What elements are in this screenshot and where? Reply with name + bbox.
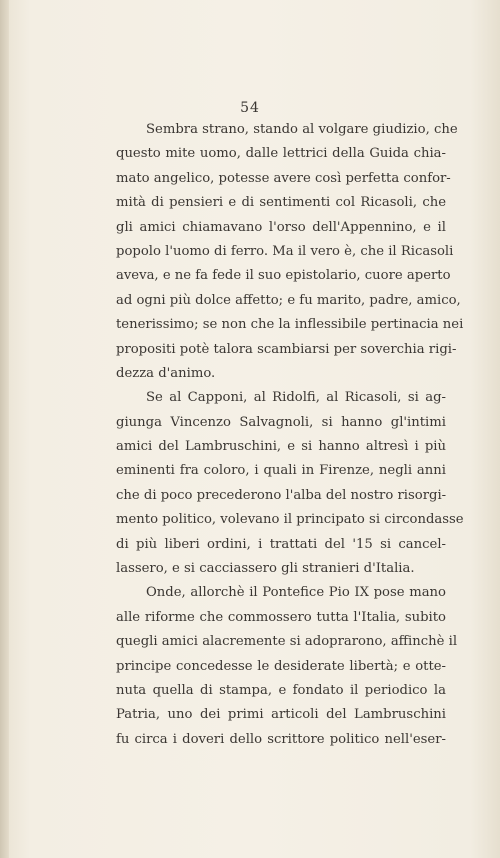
text-line: Se al Capponi, al Ridolfi, al Ricasoli, si ag-: [146, 390, 446, 406]
text-line: fu circa i doveri dello scrittore politico nell'eser-: [116, 731, 446, 747]
text-line: ad ogni più dolce affetto; e fu marito, padre, amico,: [116, 292, 461, 308]
text-line: dezza d'animo.: [116, 365, 216, 381]
text-line: mità di pensieri e di sentimenti col Ricasoli, che: [116, 195, 446, 211]
text-line: mato angelico, potesse avere così perfetta confor-: [116, 170, 451, 186]
text-line: amici del Lambruschini, e si hanno altresì i più: [116, 439, 446, 455]
text-line: mento politico, volevano il principato si circondasse: [116, 512, 464, 528]
page-number: 54: [240, 100, 260, 116]
text-line: gli amici chiamavano l'orso dell'Appennino, e il: [116, 219, 446, 235]
text-line: Patria, uno dei primi articoli del Lambruschini: [116, 707, 446, 723]
text-line: eminenti fra coloro, i quali in Firenze, negli anni: [116, 463, 446, 479]
text-line: quegli amici alacremente si adoprarono, affinchè il: [116, 634, 458, 650]
text-line: questo mite uomo, dalle lettrici della Guida chia-: [116, 146, 446, 162]
text-line: che di poco precederono l'alba del nostro risorgi-: [116, 487, 447, 503]
text-line: Onde, allorchè il Pontefice Pio IX pose mano: [146, 585, 446, 601]
text-line: Sembra strano, stando al volgare giudizio, che: [146, 122, 458, 137]
text-line: giunga Vincenzo Salvagnoli, si hanno gl'intimi: [116, 414, 446, 430]
body-text: [116, 118, 464, 752]
text-line: lassero, e si cacciassero gli stranieri d'Italia.: [116, 561, 415, 577]
text-line: di più liberi ordini, i trattati del '15 si cancel-: [116, 536, 446, 552]
text-line: popolo l'uomo di ferro. Ma il vero è, che il Ricasoli: [116, 243, 454, 259]
text-line: propositi potè talora scambiarsi per soverchia rigi-: [116, 341, 457, 357]
text-line: tenerissimo; se non che la inflessibile pertinacia nei: [116, 317, 464, 333]
text-line: nuta quella di stampa, e fondato il periodico la: [116, 682, 446, 698]
text-line: principe concedesse le desiderate libertà; e otte-: [116, 658, 446, 674]
page-binding-edge: [0, 0, 9, 858]
text-line: aveva, e ne fa fede il suo epistolario, cuore aperto: [116, 268, 451, 284]
text-line: alle riforme che commossero tutta l'Italia, subito: [116, 609, 446, 625]
